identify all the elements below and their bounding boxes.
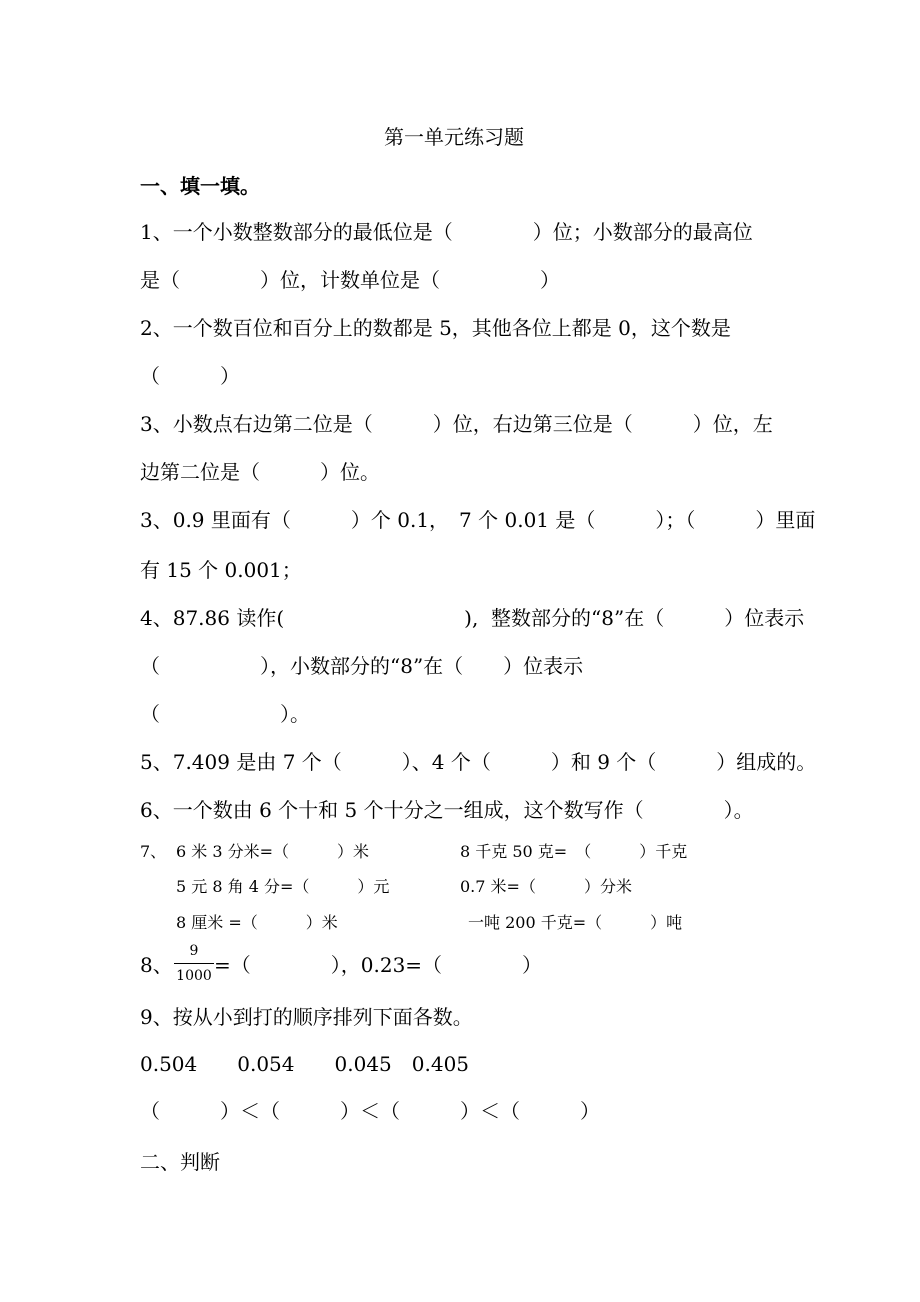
q8-fraction-bar — [174, 963, 214, 964]
q2-line2: （ ） — [140, 364, 240, 388]
q4-line1: 4、87.86 读作( ), 整数部分的“8”在（ ）位表示 — [140, 606, 805, 630]
q9-blanks: （ ）＜（ ）＜（ ）＜（ ） — [140, 1099, 600, 1123]
q9-instruction: 9、按从小到打的顺序排列下面各数。 — [140, 1005, 473, 1029]
q1-line2: 是（ ）位，计数单位是（ ） — [140, 268, 560, 292]
q7-item-2a: 5 元 8 角 4 分=（ ）元 — [176, 877, 390, 896]
q7-item-2b: 0.7 米=（ ）分米 — [460, 877, 632, 896]
section-heading-judge: 二、判断 — [140, 1150, 220, 1174]
q3-line1: 3、小数点右边第二位是（ ）位，右边第三位是（ ）位，左 — [140, 412, 773, 436]
page-title: 第一单元练习题 — [384, 125, 524, 149]
q8-rest: =（ ），0.23=（ ） — [214, 953, 543, 977]
q7-item-3a: 8 厘米 =（ ）米 — [176, 913, 338, 932]
q7-item-1a: 6 米 3 分米=（ ）米 — [176, 842, 370, 861]
q3-line2: 边第二位是（ ）位。 — [140, 460, 380, 484]
q1-line1: 1、一个小数整数部分的最低位是（ ）位；小数部分的最高位 — [140, 220, 753, 244]
q6-line: 6、一个数由 6 个十和 5 个十分之一组成，这个数写作（ ）。 — [140, 798, 754, 822]
q4-line3: （ ）。 — [140, 702, 310, 726]
q8-label: 8、 — [140, 953, 173, 977]
section-heading-fill: 一、填一填。 — [140, 174, 260, 198]
q7-item-3b: 一吨 200 千克=（ ）吨 — [468, 913, 683, 932]
q3b-line1: 3、0.9 里面有（ ）个 0.1， 7 个 0.01 是（ ）；（ ）里面 — [140, 508, 816, 532]
q8-fraction-numerator: 9 — [189, 943, 199, 959]
q9-numbers: 0.504 0.054 0.045 0.405 — [140, 1052, 470, 1076]
q7-label: 7、 — [140, 842, 167, 861]
q5-line: 5、7.409 是由 7 个（ ）、4 个（ ）和 9 个（ ）组成的。 — [140, 750, 817, 774]
q8-fraction-denominator: 1000 — [176, 968, 212, 984]
q2-line1: 2、一个数百位和百分上的数都是 5，其他各位上都是 0，这个数是 — [140, 316, 731, 340]
q7-item-1b: 8 千克 50 克= （ ）千克 — [460, 842, 688, 861]
q4-line2: （ ），小数部分的“8”在（ ）位表示 — [140, 654, 584, 678]
q3b-line2: 有 15 个 0.001； — [140, 558, 302, 582]
